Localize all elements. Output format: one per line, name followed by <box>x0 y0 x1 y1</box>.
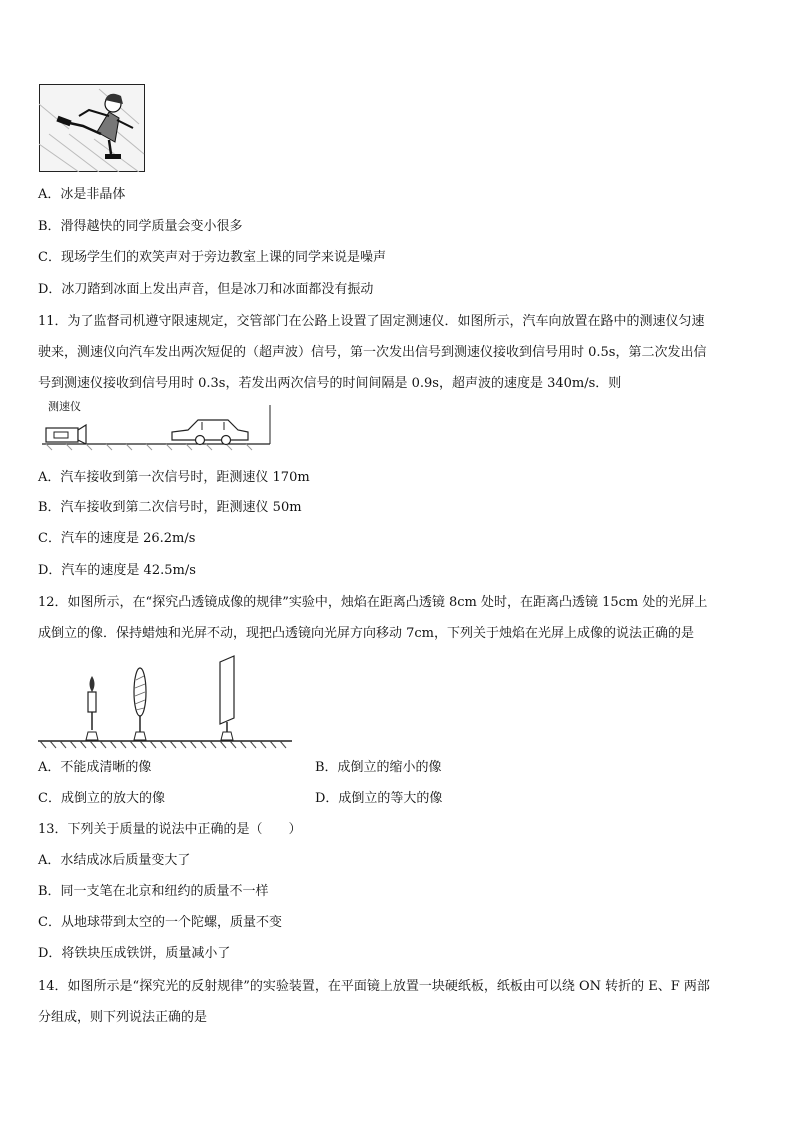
q14-stem-line-1: 14．如图所示是“探究光的反射规律”的实验装置，在平面镜上放置一块硬纸板，纸板由可以绕 ON 转折的 E、F 两部 <box>38 979 710 994</box>
q13-option-a: A．水结成冰后质量变大了 <box>38 853 191 868</box>
q12-option-c: C．成倒立的放大的像 <box>38 791 165 806</box>
q11-option-d: D．汽车的速度是 42.5m/s <box>38 563 196 578</box>
q12-option-a: A．不能成清晰的像 <box>38 760 152 775</box>
q12-stem-line-2: 成倒立的像．保持蜡烛和光屏不动，现把凸透镜向光屏方向移动 7cm，下列关于烛焰在光屏上成像的说法正确的是 <box>38 626 695 641</box>
q11-stem-line-1: 11．为了监督司机遵守限速规定，交管部门在公路上设置了固定测速仪．如图所示，汽车向放置在路中的测速仪匀速 <box>38 314 705 329</box>
skater-figure <box>39 84 145 172</box>
q10-option-d: D．冰刀踏到冰面上发出声音，但是冰刀和冰面都没有振动 <box>38 282 374 297</box>
q12-stem-line-1: 12．如图所示，在“探究凸透镜成像的规律”实验中，烛焰在距离凸透镜 8cm 处时，在距离凸透镜 15cm 处的光屏上 <box>38 595 708 610</box>
speed-detector-label: 测速仪 <box>48 400 81 413</box>
lens-experiment-figure <box>38 650 294 750</box>
q12-option-b: B．成倒立的缩小的像 <box>315 760 442 775</box>
q13-option-b: B．同一支笔在北京和纽约的质量不一样 <box>38 884 269 899</box>
q11-stem-line-3: 号到测速仪接收到信号用时 0.3s，若发出两次信号的时间间隔是 0.9s，超声波的速度是 340m/s．则 <box>38 376 622 391</box>
q13-option-c: C．从地球带到太空的一个陀螺，质量不变 <box>38 915 282 930</box>
q11-option-a: A．汽车接收到第一次信号时，距测速仪 170m <box>38 470 310 485</box>
q11-option-c: C．汽车的速度是 26.2m/s <box>38 531 196 546</box>
q13-stem: 13．下列关于质量的说法中正确的是（ ） <box>38 822 302 837</box>
q13-option-d: D．将铁块压成铁饼，质量减小了 <box>38 946 231 961</box>
q10-option-c: C．现场学生们的欢笑声对于旁边教室上课的同学来说是噪声 <box>38 250 386 265</box>
speed-detector-figure <box>42 400 272 452</box>
q11-stem-line-2: 驶来，测速仪向汽车发出两次短促的（超声波）信号，第一次发出信号到测速仪接收到信号用时 0.5s，第二次发出信 <box>38 345 707 360</box>
q11-option-b: B．汽车接收到第二次信号时，距测速仪 50m <box>38 500 302 515</box>
q12-option-d: D．成倒立的等大的像 <box>315 791 443 806</box>
q14-stem-line-2: 分组成，则下列说法正确的是 <box>38 1010 208 1025</box>
q10-option-b: B．滑得越快的同学质量会变小很多 <box>38 219 243 234</box>
q10-option-a: A．冰是非晶体 <box>38 187 126 202</box>
